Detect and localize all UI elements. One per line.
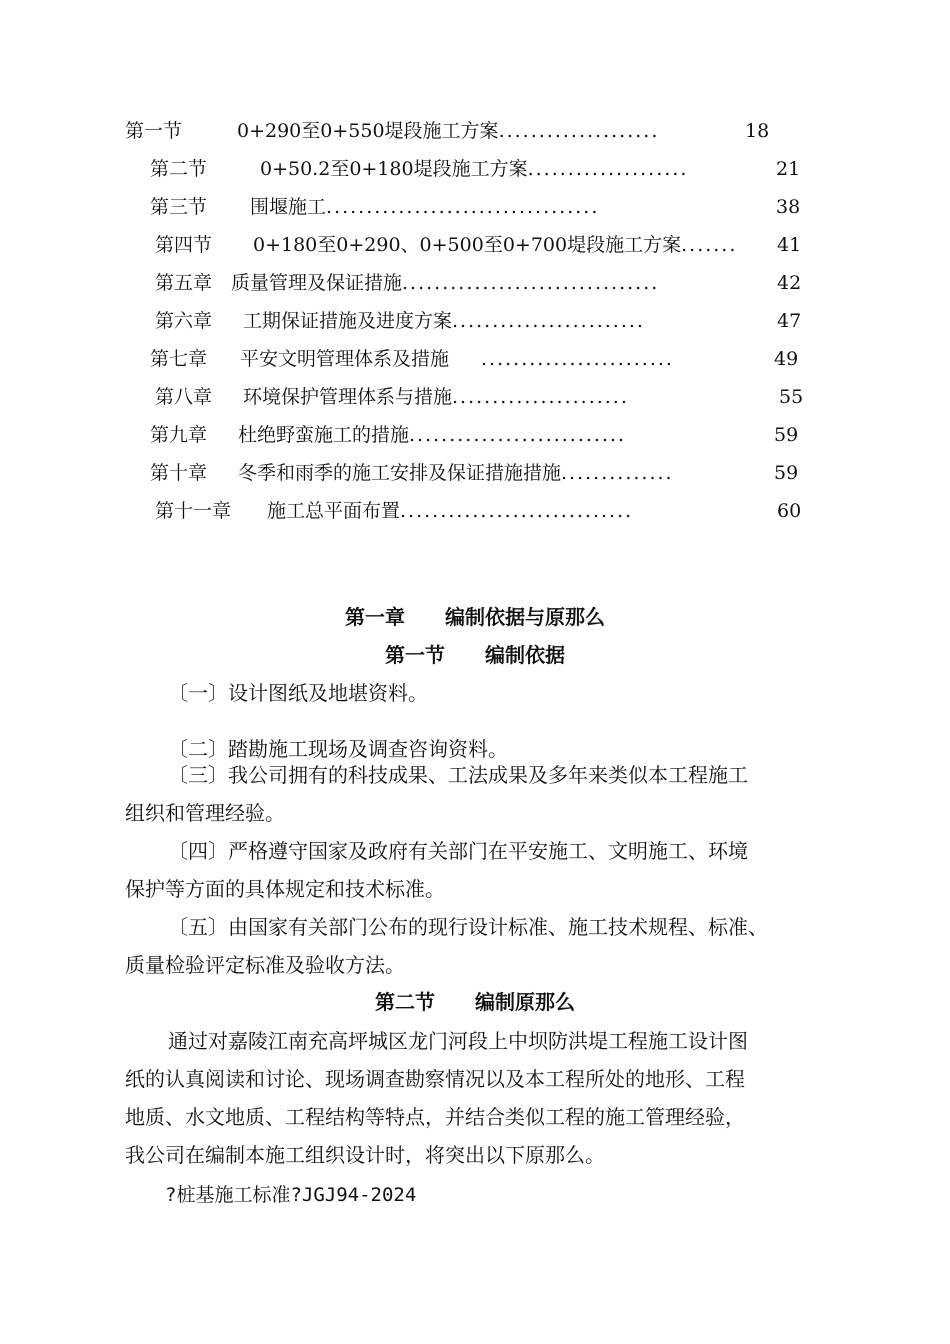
toc-title: 0+290至0+550堤段施工方案 [237, 120, 499, 142]
toc-entry[interactable] [150, 344, 810, 374]
toc-page-number: 59 [774, 424, 799, 446]
section-title: 编制依据 [485, 643, 565, 667]
toc-label: 第三节 [150, 196, 208, 218]
toc-page-number: 55 [779, 386, 804, 408]
toc-title: 工期保证措施及进度方案 [243, 310, 453, 332]
basis-item-3-line-1: 〔三〕我公司拥有的科技成果、工法成果及多年来类似本工程施工 [168, 763, 748, 787]
toc-dots: ............................. [400, 500, 634, 522]
basis-item-2: 〔二〕踏勘施工现场及调查咨询资料。 [168, 737, 508, 761]
toc-dots: ................................ [402, 272, 660, 294]
toc-page-number: 42 [777, 272, 802, 294]
toc-entry[interactable] [155, 268, 815, 298]
section-heading [0, 987, 950, 1017]
toc-label: 第六章 [155, 310, 213, 332]
reference-standard: ?桩基施工标准?JGJ94-2024 [165, 1184, 417, 1206]
toc-dots: .................... [498, 120, 660, 142]
chapter-title: 编制依据与原那么 [445, 605, 605, 629]
toc-label: 第八章 [155, 386, 213, 408]
toc-entry[interactable] [155, 382, 815, 412]
toc-entry[interactable] [150, 420, 810, 450]
toc-page-number: 60 [777, 500, 802, 522]
toc-page-number: 59 [774, 462, 799, 484]
toc-entry[interactable] [155, 496, 815, 526]
toc-title: 0+50.2至0+180堤段施工方案 [260, 158, 528, 180]
toc-entry[interactable] [150, 154, 810, 184]
toc-dots: ....... [681, 234, 738, 256]
toc-label: 第九章 [150, 424, 208, 446]
toc-entry[interactable] [125, 116, 775, 146]
section-heading [0, 640, 950, 670]
section-label: 第二节 [375, 990, 435, 1014]
toc-dots: .................................. [326, 196, 600, 218]
toc-title: 杜绝野蛮施工的措施 [238, 424, 410, 446]
toc-dots: .................... [527, 158, 689, 180]
toc-dots: ........................... [409, 424, 627, 446]
toc-entry[interactable] [150, 458, 810, 488]
toc-page-number: 49 [774, 348, 799, 370]
toc-dots: ........................ [452, 310, 645, 332]
toc-dots: ...................... [452, 386, 629, 408]
chapter-label: 第一章 [345, 605, 405, 629]
principle-line-1: 通过对嘉陵江南充高坪城区龙门河段上中坝防洪堤工程施工设计图 [168, 1029, 748, 1053]
toc-label: 第十一章 [155, 500, 232, 522]
toc-title: 冬季和雨季的施工安排及保证措施措施 [238, 462, 562, 484]
toc-title: 施工总平面布置 [267, 500, 401, 522]
toc-label: 第五章 [155, 272, 213, 294]
toc-label: 第四节 [155, 234, 213, 256]
toc-title: 质量管理及保证措施 [231, 272, 403, 294]
toc-title: 环境保护管理体系与措施 [243, 386, 453, 408]
toc-dots: ........................ [481, 348, 674, 370]
toc-title: 平安文明管理体系及措施 [240, 348, 450, 370]
toc-page-number: 38 [776, 196, 801, 218]
section-title: 编制原那么 [475, 990, 575, 1014]
toc-label: 第七章 [150, 348, 208, 370]
toc-page-number: 21 [776, 158, 801, 180]
basis-item-5-line-2: 质量检验评定标准及验收方法。 [125, 953, 405, 977]
toc-dots: .............. [561, 462, 674, 484]
principle-line-3: 地质、水文地质、工程结构等特点，并结合类似工程的施工管理经验， [125, 1105, 745, 1129]
basis-item-1: 〔一〕设计图纸及地堪资料。 [168, 681, 428, 705]
toc-entry[interactable] [150, 192, 810, 222]
basis-item-4-line-1: 〔四〕严格遵守国家及政府有关部门在平安施工、文明施工、环境 [168, 839, 748, 863]
toc-entry[interactable] [155, 306, 815, 336]
toc-label: 第一节 [125, 120, 183, 142]
toc-page-number: 41 [777, 234, 802, 256]
toc-entry[interactable] [155, 230, 815, 260]
toc-page-number: 47 [777, 310, 802, 332]
toc-title: 围堰施工 [250, 196, 327, 218]
principle-line-2: 纸的认真阅读和讨论、现场调查勘察情况以及本工程所处的地形、工程 [125, 1067, 745, 1091]
toc-label: 第二节 [150, 158, 208, 180]
section-label: 第一节 [385, 643, 445, 667]
toc-title: 0+180至0+290、0+500至0+700堤段施工方案 [253, 234, 682, 256]
chapter-heading [0, 602, 950, 632]
basis-item-3-line-2: 组织和管理经验。 [125, 801, 285, 825]
basis-item-5-line-1: 〔五〕由国家有关部门公布的现行设计标准、施工技术规程、标准、 [168, 915, 768, 939]
basis-item-4-line-2: 保护等方面的具体规定和技术标准。 [125, 877, 445, 901]
principle-line-4: 我公司在编制本施工组织设计时，将突出以下原那么。 [125, 1143, 605, 1167]
toc-label: 第十章 [150, 462, 208, 484]
toc-page-number: 18 [745, 120, 770, 142]
